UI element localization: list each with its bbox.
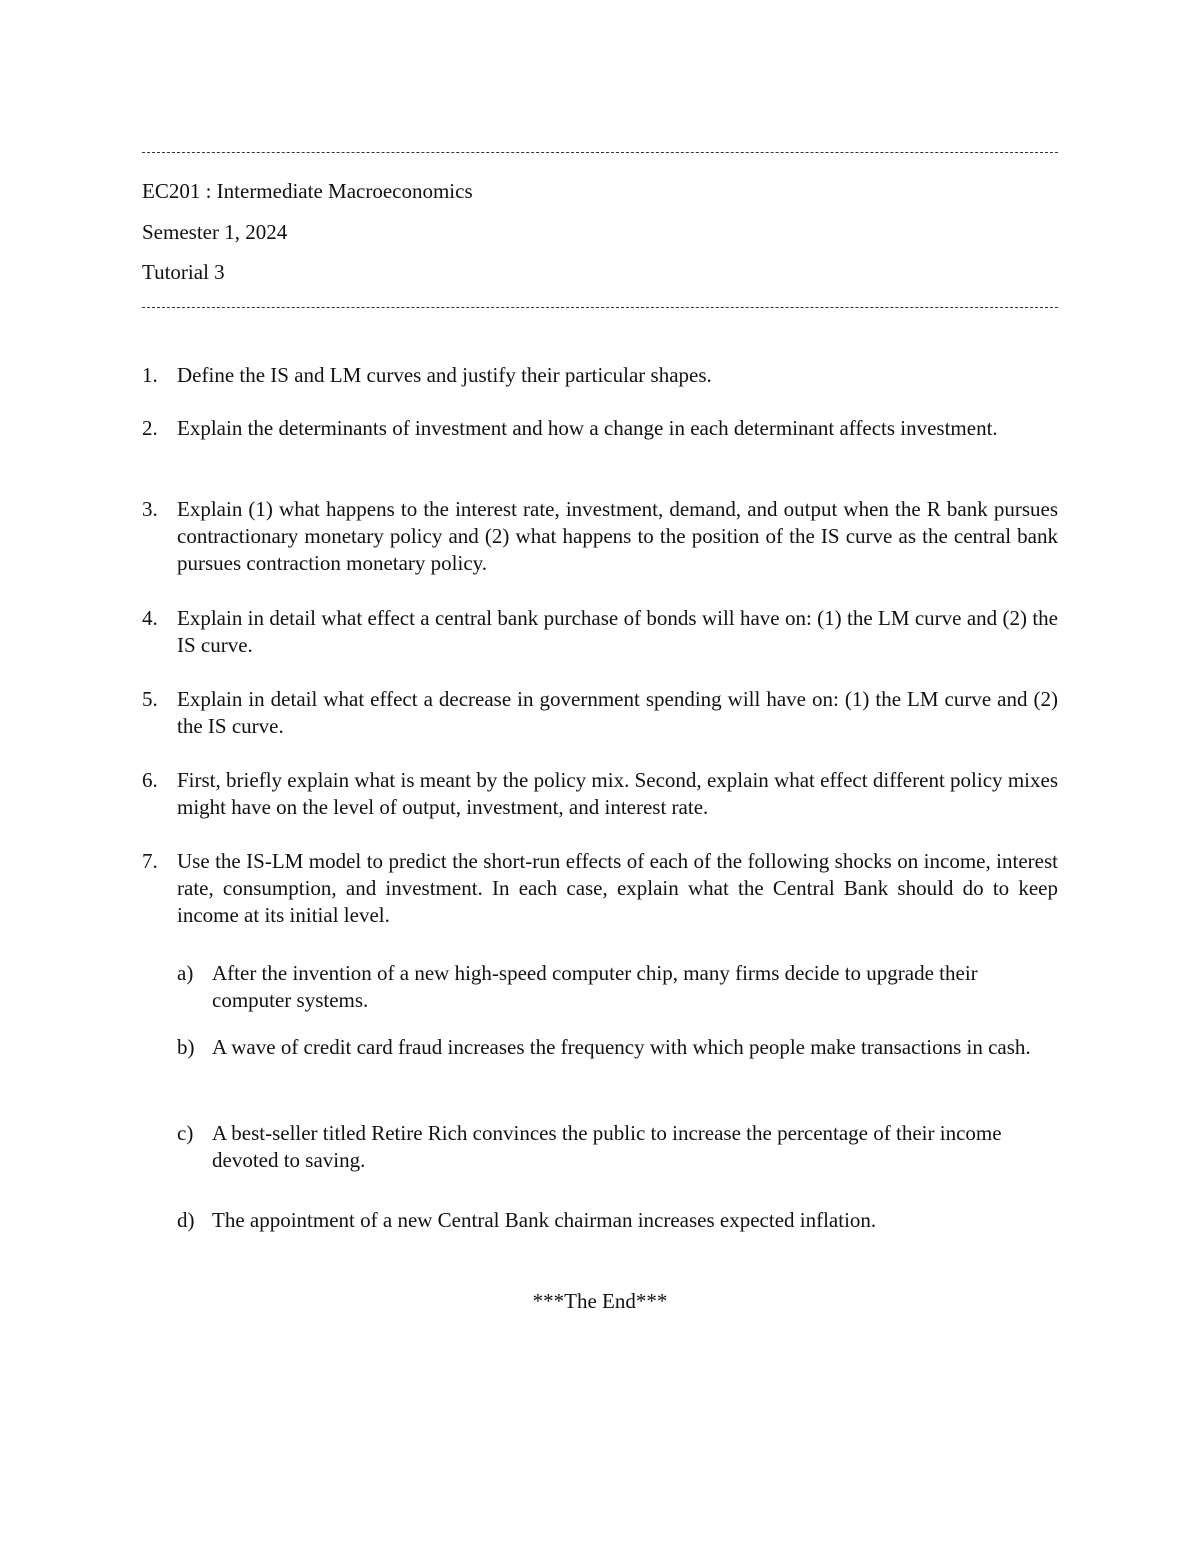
subitem-c	[177, 1120, 1057, 1174]
question-number: 5.	[142, 687, 158, 711]
subitem-text: The appointment of a new Central Bank chairman increases expected inflation.	[212, 1208, 877, 1232]
question-number: 2.	[142, 416, 158, 440]
subitem-letter: b)	[177, 1035, 195, 1059]
question-number: 7.	[142, 849, 158, 873]
top-dashed-rule	[142, 152, 1058, 153]
question-text: Explain (1) what happens to the interest rate, investment, demand, and output when the R bank pursues contractionary monetary policy and (2) what happens to the position of the IS curve as the central bank pursues contraction monetary policy.	[177, 497, 1058, 575]
subitem-text: A wave of credit card fraud increases the frequency with which people make transactions in cash.	[212, 1035, 1031, 1059]
subitem-text: A best-seller titled Retire Rich convinces the public to increase the percentage of their income devoted to saving.	[212, 1121, 1002, 1172]
course-title: EC201 : Intermediate Macroeconomics	[142, 179, 473, 203]
bottom-dashed-rule	[142, 307, 1058, 308]
subitem-b	[177, 1034, 1057, 1061]
question-7	[142, 848, 1058, 929]
question-text: Explain in detail what effect a decrease in government spending will have on: (1) the LM curve and (2) the IS curve.	[177, 687, 1058, 738]
question-number: 3.	[142, 497, 158, 521]
question-5	[142, 686, 1058, 740]
subitem-letter: a)	[177, 961, 194, 985]
question-2	[142, 415, 1058, 442]
question-1	[142, 362, 1058, 389]
question-number: 6.	[142, 768, 158, 792]
question-text: Explain the determinants of investment and how a change in each determinant affects investment.	[177, 416, 998, 440]
question-6	[142, 767, 1058, 821]
question-number: 1.	[142, 363, 158, 387]
subitem-letter: d)	[177, 1208, 195, 1232]
question-text: Use the IS-LM model to predict the short-run effects of each of the following shocks on income, interest rate, consumption, and investment. In each case, explain what the Central Bank should do to keep income at its initial level.	[177, 849, 1058, 927]
subitem-d	[177, 1207, 1057, 1234]
subitem-letter: c)	[177, 1121, 194, 1145]
question-text: Define the IS and LM curves and justify their particular shapes.	[177, 363, 712, 387]
semester-line: Semester 1, 2024	[142, 220, 288, 244]
end-marker: ***The End***	[532, 1289, 668, 1313]
question-text: First, briefly explain what is meant by the policy mix. Second, explain what effect different policy mixes might have on the level of output, investment, and interest rate.	[177, 768, 1058, 819]
question-number: 4.	[142, 606, 158, 630]
question-3	[142, 496, 1058, 577]
subitem-a	[177, 960, 1057, 1014]
subitem-text: After the invention of a new high-speed computer chip, many firms decide to upgrade their computer systems.	[212, 961, 978, 1012]
tutorial-line: Tutorial 3	[142, 260, 225, 284]
question-4	[142, 605, 1058, 659]
question-text: Explain in detail what effect a central bank purchase of bonds will have on: (1) the LM curve and (2) the IS curve.	[177, 606, 1058, 657]
